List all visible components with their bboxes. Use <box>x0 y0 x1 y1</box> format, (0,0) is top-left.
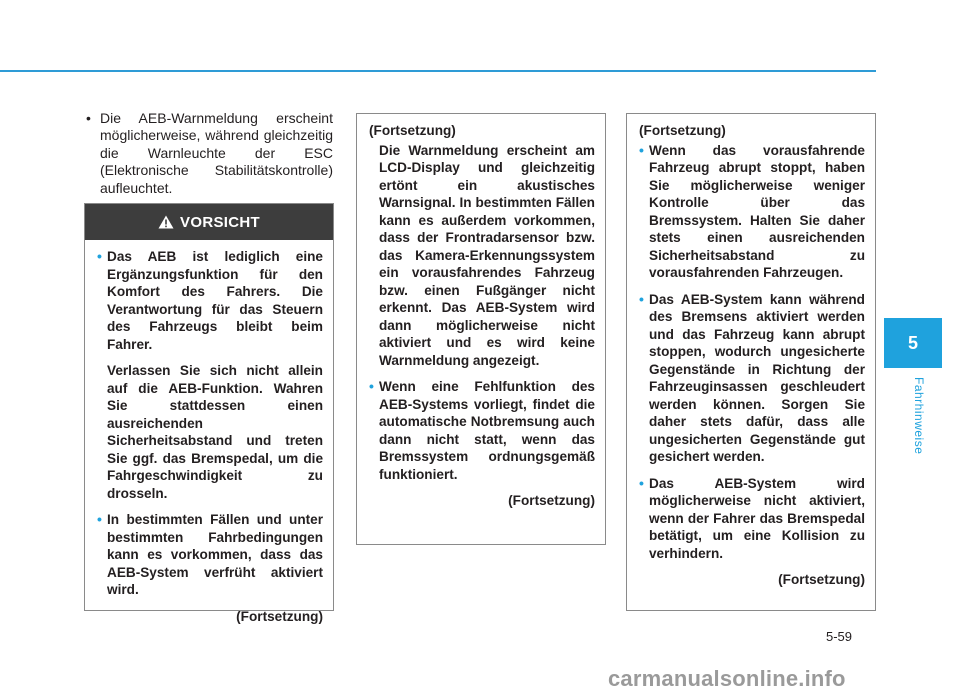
item-text: Das AEB ist lediglich eine Ergänzungsfunktion für den Komfort des Fahrers. Die Verantwortung für das Steuern des Fahrzeugs bleibt beim Fahrer. <box>107 249 323 352</box>
list-item <box>639 142 865 282</box>
sub-paragraph: Die Warnmeldung erscheint am LCD-Display und gleichzeitig ertönt ein akustisches Warnsignal. In bestimmten Fällen kann es außerdem vorkommen, dass der Frontradarsensor bzw. das Kamera-Erkennungssystem ein vorausfahrendes Fahrzeug bzw. einen Fußgänger nicht erkennt. Das AEB-System wird dann möglicherweise nicht aktiviert und es wird keine Warnmeldung angezeigt. <box>379 142 595 368</box>
bullet-dot: • <box>369 378 374 394</box>
bullet-dot: • <box>97 248 102 264</box>
intro-paragraph <box>86 110 333 197</box>
list-item <box>369 378 595 483</box>
warning-triangle-icon <box>158 215 174 229</box>
intro-bullet-item <box>86 110 333 197</box>
continued-box-2 <box>356 113 606 545</box>
chapter-number-tab: 5 <box>884 318 942 368</box>
list-item <box>639 475 865 563</box>
bullet-dot: • <box>639 474 644 491</box>
watermark: carmanualsonline.info <box>608 666 846 689</box>
item-text: Wenn das vorausfahrende Fahrzeug abrupt stoppt, haben Sie möglicherweise weniger Kontrolle über das Bremssystem. Halten Sie daher stets einen ausreichenden Sicherheitsabstand zu vorausfahrenden Fahrzeugen. <box>649 142 865 280</box>
continued-label: (Fortsetzung) <box>508 493 595 508</box>
chapter-label: Fahrhinweise <box>912 377 926 455</box>
item-text: In bestimmten Fällen und unter bestimmten Fahrbedingungen kann es vorkommen, dass das AEB-System verfrüht aktiviert wird. <box>107 512 323 597</box>
item-text: Das AEB-System kann während des Bremsens aktiviert werden und das Fahrzeug kann abrupt stoppen, wodurch ungesicherte Gegenstände in Richtung der Fahrzeuginsassen geschleudert werden können. Sorgen Sie daher stets dafür, dass alle ungesicherten Gegenstände gut gesichert werden. <box>649 291 865 464</box>
list-item <box>639 291 865 466</box>
bullet-dot: • <box>639 141 644 158</box>
continued-heading: (Fortsetzung) <box>639 123 726 138</box>
box3-body <box>627 114 875 589</box>
continued-box-3 <box>626 113 876 611</box>
caution-header <box>85 204 333 240</box>
bullet-dot: • <box>86 110 91 126</box>
page-number: 5-59 <box>826 629 853 644</box>
bullet-dot: • <box>97 511 102 527</box>
list-item <box>97 248 323 353</box>
sub-paragraph: Verlassen Sie sich nicht allein auf die AEB-Funktion. Wahren Sie stattdessen einen ausreichenden Sicherheitsabstand und treten Sie ggf. das Bremspedal, um die Fahrgeschwindigkeit zu drosseln. <box>107 363 323 501</box>
top-rule <box>0 70 876 72</box>
intro-text: Die AEB-Warnmeldung erscheint möglicherweise, während gleichzeitig die Warnleuchte der ESC (Elektronische Stabilitätskontrolle) aufleuchtet. <box>100 110 333 196</box>
item-text: Das AEB-System wird möglicherweise nicht aktiviert, wenn der Fahrer das Bremspedal betätigt, um eine Kollision zu verhindern. <box>649 475 865 561</box>
bullet-dot: • <box>639 290 644 307</box>
item-text: Wenn eine Fehlfunktion des AEB-Systems vorliegt, findet die automatische Notbremsung auch dann nicht statt, wenn das Bremssystem ordnungsgemäß funktioniert. <box>379 379 595 482</box>
box2-body <box>357 114 605 510</box>
caution-body <box>85 240 333 625</box>
continued-heading: (Fortsetzung) <box>369 123 456 138</box>
caution-box <box>84 203 334 624</box>
continued-label: (Fortsetzung) <box>778 572 865 587</box>
caution-title: VORSICHT <box>180 213 260 231</box>
continued-label: (Fortsetzung) <box>236 608 323 624</box>
list-item <box>97 511 323 599</box>
